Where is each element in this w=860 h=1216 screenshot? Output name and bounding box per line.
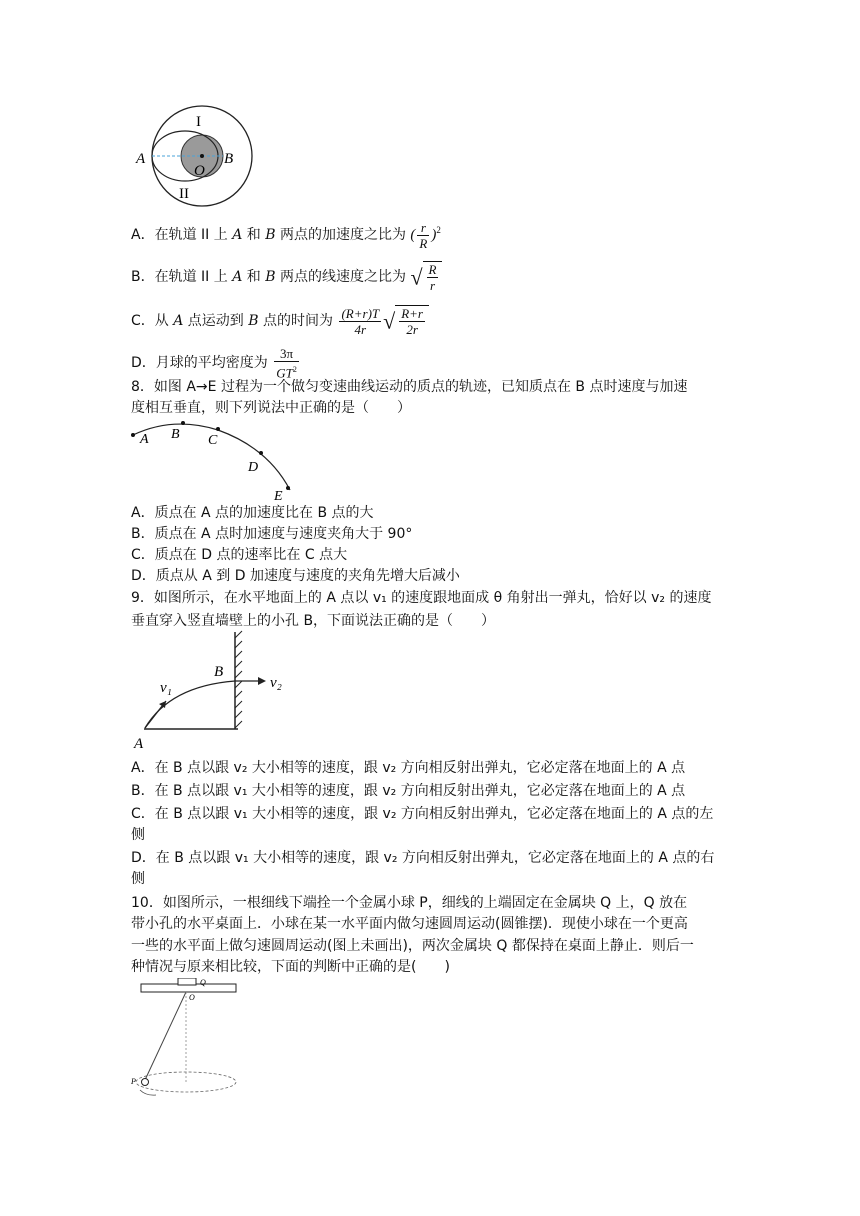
label-B: B xyxy=(214,664,224,680)
label-v2: v₂ xyxy=(270,675,282,691)
q9-option-a: A．在 B 点以跟 v₂ 大小相等的速度，跟 v₂ 方向相反射出弹丸，它必定落在地面上的 A 点 xyxy=(131,760,686,776)
center-dot xyxy=(200,154,204,158)
label-D: D xyxy=(248,460,259,475)
q8-stem-line1: 8．如图 A→E 过程为一个做匀变速曲线运动的质点的轨迹，已知质点在 B 点时速度与加速 xyxy=(131,379,688,395)
label-A: A xyxy=(140,432,149,447)
label-Q: Q xyxy=(200,978,206,987)
q8-option-a: A．质点在 A 点的加速度比在 B 点的大 xyxy=(131,505,374,521)
q10-stem-line1: 10．如图所示，一根细线下端拴一个金属小球 P，细线的上端固定在金属块 Q 上，Q 放在 xyxy=(131,895,688,911)
q9-option-d-line2: 侧 xyxy=(131,871,145,887)
label-P: P xyxy=(131,1077,136,1086)
v2-arrowhead xyxy=(258,677,266,685)
label-B: B xyxy=(171,427,180,442)
q10-stem-line4: 种情况与原来相比较，下面的判断中正确的是( ) xyxy=(131,959,450,975)
label-O: O xyxy=(189,993,195,1002)
wall-hatching xyxy=(235,631,242,728)
q7-option-d: D．月球的平均密度为 $\frac{3\pi}{GT^2}$ xyxy=(131,346,297,381)
q8-option-c: C．质点在 D 点的速率比在 C 点大 xyxy=(131,547,348,563)
q9-option-b: B．在 B 点以跟 v₁ 大小相等的速度，跟 v₂ 方向相反射出弹丸，它必定落在地面上的 A 点 xyxy=(131,783,686,799)
formula-time: $\frac{(R+r)T}{4r}$ xyxy=(341,305,380,337)
q7-option-b: B．在轨道 II 上 A 和 B 两点的线速度之比为 √ $\frac{R}{r}$ xyxy=(131,261,442,293)
ball-P xyxy=(142,1079,149,1086)
label-II: II xyxy=(179,186,189,202)
point-A xyxy=(131,433,135,437)
q9-stem-line1: 9．如图所示，在水平地面上的 A 点以 v₁ 的速度跟地面成 θ 角射出一弹丸，恰好以 v₂ 的速度 xyxy=(131,590,712,606)
rotation-arrow xyxy=(140,1090,156,1095)
trajectory-arc xyxy=(145,681,235,728)
conical-pendulum-figure xyxy=(130,978,242,1102)
q9-option-c-line2: 侧 xyxy=(131,827,145,843)
q7-option-c: C．从 A 点运动到 B 点的时间为 $\frac{(R+r)T}{4r}$ √ $\frac{R+r}{2r}$ xyxy=(131,305,429,337)
orbit-figure xyxy=(130,104,260,208)
label-A: A xyxy=(134,736,144,752)
q8-option-b: B．质点在 A 点时加速度与速度夹角大于 90° xyxy=(131,526,413,542)
point-D xyxy=(259,451,263,455)
q10-stem-line2: 带小孔的水平桌面上．小球在某一水平面内做匀速圆周运动(圆锥摆)．现使小球在一个更高 xyxy=(131,916,688,932)
point-E xyxy=(286,486,290,490)
label-O: O xyxy=(194,163,205,179)
q10-stem-line3: 一些的水平面上做匀速圆周运动(图上未画出)，两次金属块 Q 都保持在桌面上静止．则后一 xyxy=(131,938,694,954)
trajectory-figure xyxy=(128,418,298,502)
projectile-figure xyxy=(130,630,290,752)
label-C: C xyxy=(208,433,218,448)
q8-stem-line2: 度相互垂直，则下列说法中正确的是（ ） xyxy=(131,400,411,416)
label-I: I xyxy=(196,114,201,130)
q9-stem-line2: 垂直穿入竖直墙壁上的小孔 B，下面说法正确的是（ ） xyxy=(131,613,496,629)
q8-option-d: D．质点从 A 到 D 加速度与速度的夹角先增大后减小 xyxy=(131,568,460,584)
label-A: A xyxy=(136,151,146,167)
label-v1: v₁ xyxy=(160,680,172,696)
formula-density: $\frac{3\pi}{GT^2}$ xyxy=(276,346,297,381)
thread xyxy=(145,992,186,1080)
point-B xyxy=(181,421,185,425)
formula-r-over-R-squared: ( $\frac{r}{R}$ )$^2$ xyxy=(410,220,441,252)
label-E: E xyxy=(274,489,283,502)
q9-option-d-line1: D．在 B 点以跟 v₁ 大小相等的速度，跟 v₂ 方向相反射出弹丸，它必定落在地面上的 A 点的右 xyxy=(131,850,715,866)
point-C xyxy=(216,427,220,431)
metal-block-Q xyxy=(178,978,196,985)
formula-sqrt-R-over-r: √ $\frac{R}{r}$ xyxy=(410,261,442,293)
label-B: B xyxy=(224,151,234,167)
q9-option-c-line1: C．在 B 点以跟 v₁ 大小相等的速度，跟 v₂ 方向相反射出弹丸，它必定落在地面上的 A 点的左 xyxy=(131,806,714,822)
q7-option-a: A．在轨道 II 上 A 和 B 两点的加速度之比为 ( $\frac{r}{R}$ )$^2$ xyxy=(131,220,441,252)
